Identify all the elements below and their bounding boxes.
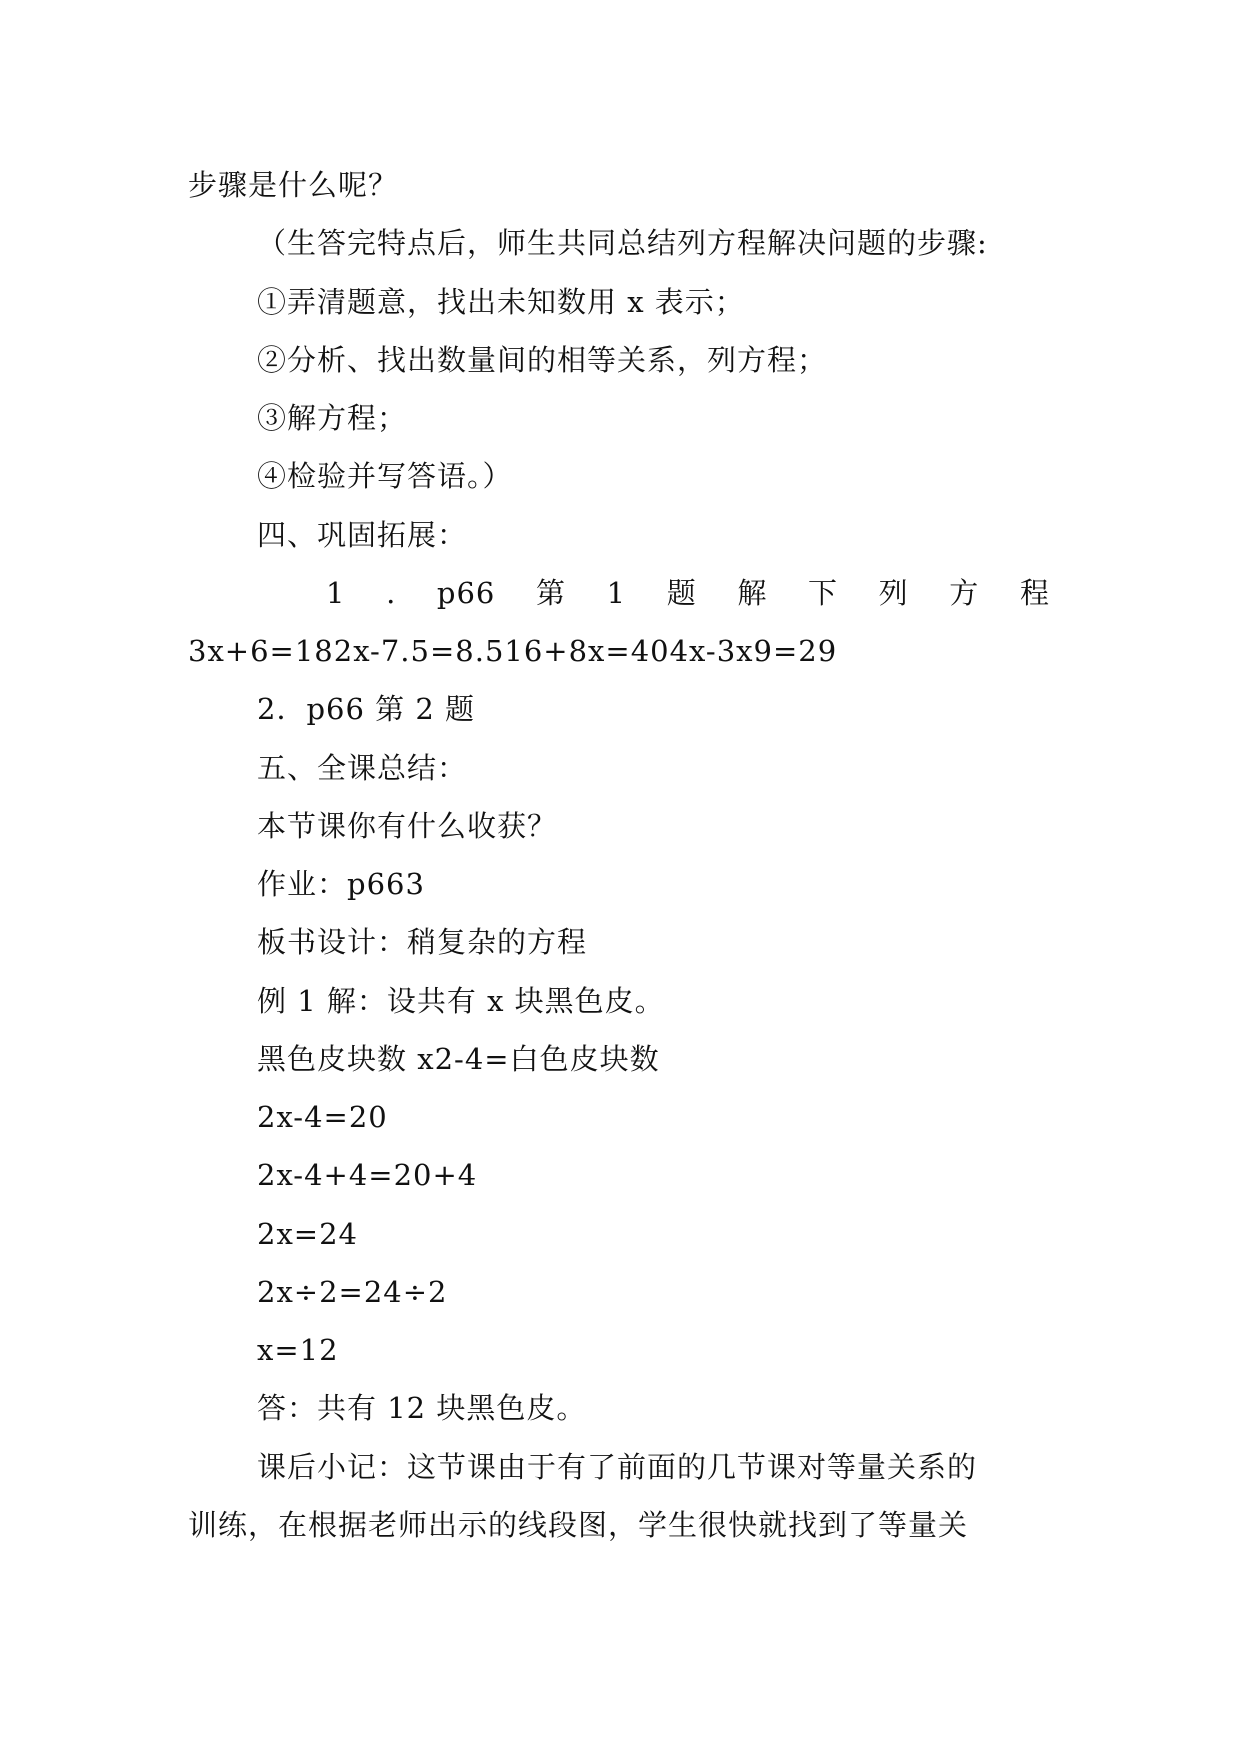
- exercise-1-line: [326, 573, 1050, 613]
- exercise-token: 第: [536, 576, 567, 610]
- step-4: ④检验并写答语。）: [257, 459, 513, 493]
- equation-line: 2x-4=20: [257, 1100, 388, 1134]
- exercise-2-line: 2．p66 第 2 题: [257, 692, 476, 726]
- board-design-line: 板书设计：稍复杂的方程: [257, 925, 588, 959]
- homework-line: 作业：p663: [257, 867, 425, 901]
- notes-line: 课后小记：这节课由于有了前面的几节课对等量关系的: [257, 1450, 978, 1484]
- exercise-token: 列: [878, 576, 909, 610]
- step-2: ②分析、找出数量间的相等关系，列方程；: [257, 343, 828, 377]
- exercise-token: p66: [436, 576, 496, 610]
- equation-line: 黑色皮块数 x2-4=白色皮块数: [257, 1042, 660, 1076]
- exercise-token: 1: [606, 576, 627, 610]
- text-line: 本节课你有什么收获？: [257, 809, 558, 843]
- exercise-token: 方: [949, 576, 980, 610]
- equation-line: 2x=24: [257, 1217, 359, 1251]
- exercise-token: 下: [808, 576, 839, 610]
- exercise-token: 解: [737, 576, 768, 610]
- example-line: 例 1 解：设共有 x 块黑色皮。: [257, 984, 665, 1018]
- step-1: ①弄清题意，找出未知数用 x 表示；: [257, 285, 745, 319]
- equation-line: x=12: [257, 1333, 339, 1367]
- exercise-token: 1: [326, 576, 346, 610]
- exercise-token: 题: [666, 576, 697, 610]
- text-line: （生答完特点后，师生共同总结列方程解决问题的步骤:: [257, 226, 988, 260]
- answer-line: 答：共有 12 块黑色皮。: [257, 1391, 587, 1425]
- exercise-token: 程: [1019, 576, 1050, 610]
- equation-line: 2x-4+4=20+4: [257, 1158, 478, 1192]
- exercise-token: .: [386, 576, 397, 610]
- text-line: 步骤是什么呢？: [188, 168, 399, 202]
- equation-line: 2x÷2=24÷2: [257, 1275, 448, 1309]
- equations-line: 3x+6=182x-7.5=8.516+8x=404x-3x9=29: [188, 634, 838, 668]
- notes-line: 训练，在根据老师出示的线段图，学生很快就找到了等量关: [188, 1508, 969, 1542]
- step-3: ③解方程；: [257, 401, 408, 435]
- section-heading: 五、全课总结：: [257, 751, 468, 785]
- section-heading: 四、巩固拓展：: [257, 518, 468, 552]
